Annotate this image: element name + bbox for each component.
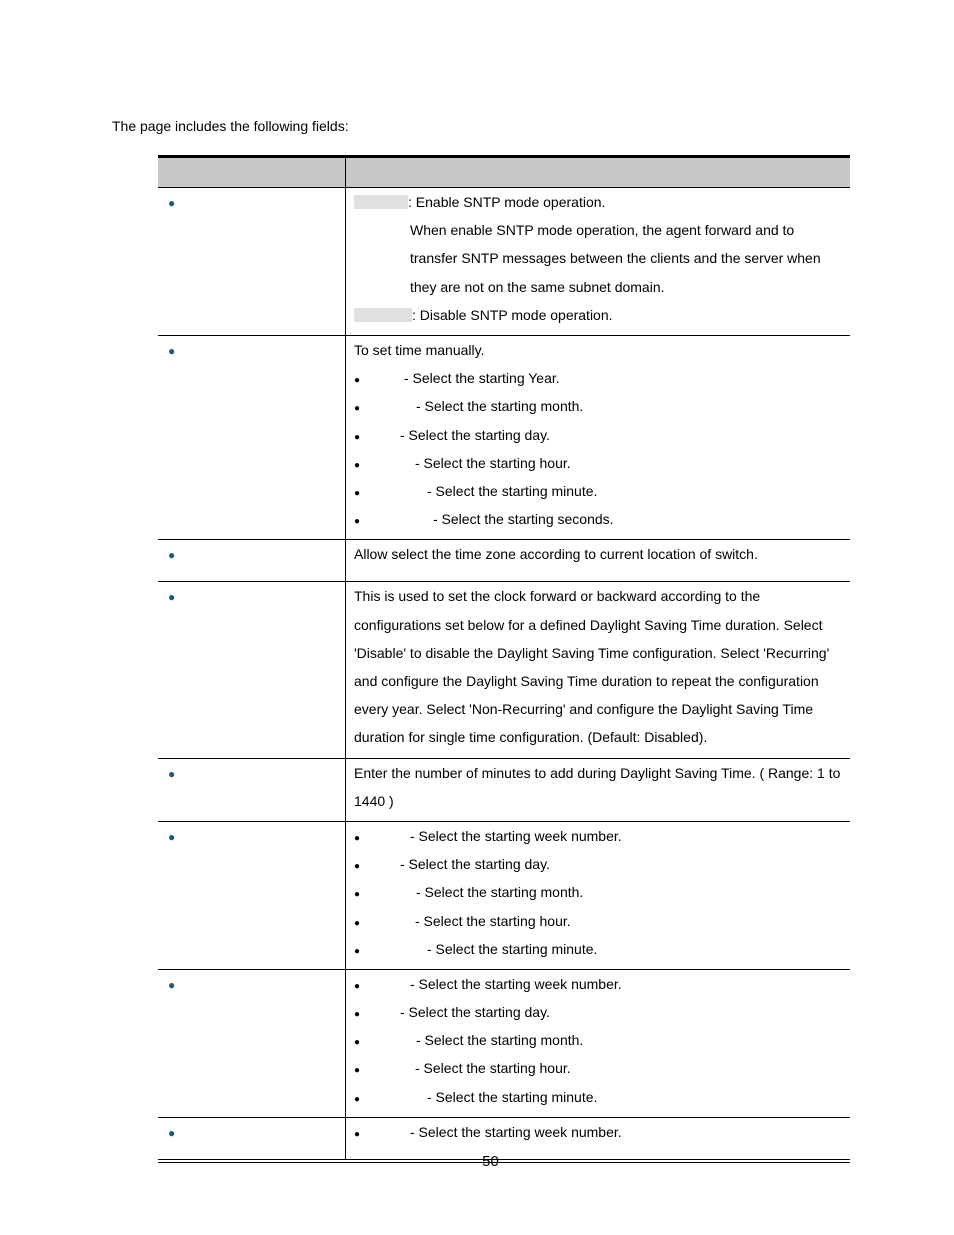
bullet-icon: ● bbox=[168, 590, 176, 605]
table-row: ● ● - Select the starting week number. bbox=[158, 1118, 850, 1160]
page-number: 50 bbox=[482, 1153, 499, 1170]
bullet-icon: ● bbox=[168, 343, 176, 358]
header-object-cell bbox=[158, 158, 346, 187]
table-row: ● Allow select the time zone according to current location of switch. bbox=[158, 540, 850, 582]
table-row: ● ● - Select the starting week number. ● - Select the starting day. ● - Select the starting month. ● - Select the starting hour. ● - Select the starting minute. bbox=[158, 822, 850, 970]
table-row: ● Enter the number of minutes to add during Daylight Saving Time. ( Range: 1 to 1440 ) bbox=[158, 759, 850, 822]
bullet-icon: ● bbox=[168, 1125, 176, 1140]
fields-table bbox=[158, 155, 850, 1163]
bullet-icon: ● bbox=[168, 196, 176, 210]
table-header bbox=[158, 158, 850, 188]
intro-text: The page includes the following fields: bbox=[112, 118, 349, 134]
table-row: ● ● - Select the starting week number. ● - Select the starting day. ● - Select the starting month. ● - Select the starting hour. ● - Select the starting minute. bbox=[158, 970, 850, 1118]
redacted-label bbox=[354, 195, 408, 209]
table-row: ● To set time manually. ● - Select the starting Year. ● - Select the starting month. ● - Select the starting day. ● - Select the starting hour. ● - Select the starting minute. ● - Select the starting seconds. bbox=[158, 336, 850, 540]
bullet-icon: ● bbox=[168, 766, 176, 781]
table-row: ● This is used to set the clock forward or backward according to the configurations set below for a defined Daylight Saving Time duration. Select 'Disable' to disable the Daylight Saving Time configuration. Select 'Recurring' and configure the Daylight Saving Time duration to repeat the configuration every year. Select 'Non-Recurring' and configure the Daylight Saving Time duration for single time configuration. (Default: Disabled). bbox=[158, 582, 850, 758]
bullet-icon: ● bbox=[168, 977, 176, 992]
bullet-icon: ● bbox=[168, 829, 176, 844]
table-row: ● : Enable SNTP mode operation. When enable SNTP mode operation, the agent forward and to transfer SNTP messages between the clients and the server when they are not on the same subnet domain. : Disable SNTP mode operation. bbox=[158, 188, 850, 336]
bullet-icon: ● bbox=[168, 548, 176, 563]
redacted-label bbox=[354, 308, 412, 322]
